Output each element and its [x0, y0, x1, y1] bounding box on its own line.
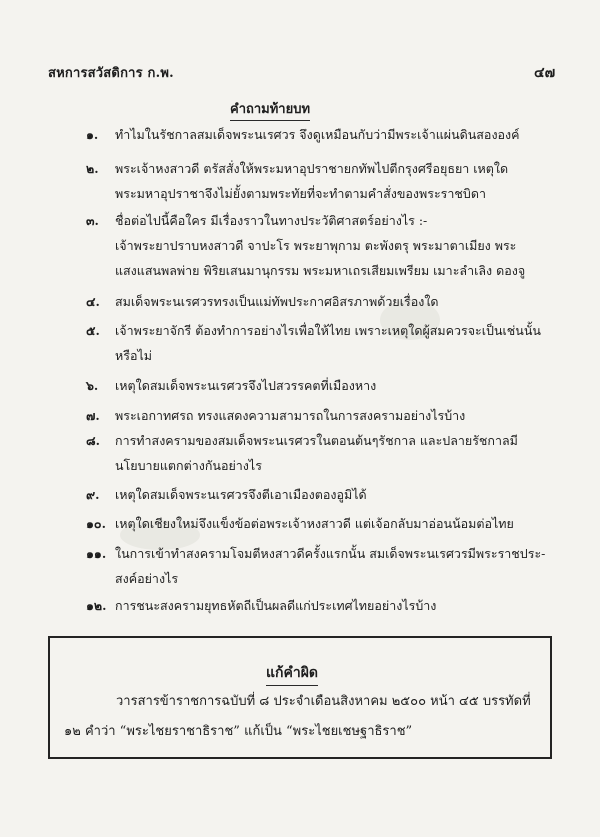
question-text: เจ้าพระยาจักรี ต้องทำการอย่างไรเพื่อให้ไทย เพราะเหตุใดผู้สมควรจะเป็นเช่นนั้น [115, 323, 541, 338]
question-text: เหตุใดเชียงใหม่จึงแข็งข้อต่อพระเจ้าหงสาวดี แต่เจ้อกลับมาอ่อนน้อมต่อไทย [115, 516, 514, 531]
question-text: พระเจ้าหงสาวดี ตรัสสั่งให้พระมหาอุปราชายกทัพไปตีกรุงศรีอยุธยา เหตุใด [115, 161, 509, 176]
question-text: สงค์อย่างไร [115, 571, 179, 586]
running-header-title: สหการสวัสดิการ ก.พ. [48, 66, 174, 81]
question-number: ๓. [86, 213, 99, 228]
question-text: นโยบายแตกต่างกันอย่างไร [115, 458, 262, 473]
question-text: ทำไมในรัชกาลสมเด็จพระนเรศวร จึงดูเหมือนกับว่ามีพระเจ้าแผ่นดินสององค์ [115, 127, 520, 142]
question-number: ๖. [86, 378, 99, 393]
errata-line-2: ๑๒ คำว่า “พระไชยราชาธิราช” แก้เป็น “พระไชยเชษฐาธิราช” [64, 724, 413, 739]
question-text: เจ้าพระยาปราบหงสาวดี จาปะโร พระยาพุกาม ตะพังตรุ พระมาตาเมียง พระ [115, 238, 517, 253]
errata-line-1: วารสารข้าราชการฉบับที่ ๘ ประจำเดือนสิงหาคม ๒๕๐๐ หน้า ๔๕ บรรทัดที่ [116, 694, 531, 709]
section-title: คำถามท้ายบท [230, 98, 310, 121]
question-number: ๕. [86, 323, 100, 338]
question-number: ๒. [86, 161, 99, 176]
question-text: ในการเข้าทำสงครามโจมตีหงสาวดีครั้งแรกนั้น สมเด็จพระนเรศวรมีพระราชประ- [115, 546, 546, 561]
question-text: พระเอกาทศรถ ทรงแสดงความสามารถในการสงครามอย่างไรบ้าง [115, 408, 466, 423]
question-text: เหตุใดสมเด็จพระนเรศวรจึงไปสวรรคตที่เมืองหาง [115, 378, 377, 393]
question-text: แสงแสนพลพ่าย พิริยเสนมานุกรรม พระมหาเถรเสียมเพรียม เมาะลำเลิง ดองจู [115, 263, 526, 278]
question-number: ๘. [86, 433, 100, 448]
page-number: ๔๗ [534, 65, 556, 81]
errata-box [48, 636, 552, 759]
question-text: การชนะสงครามยุทธหัตถีเป็นผลดีแก่ประเทศไทยอย่างไรบ้าง [115, 598, 437, 613]
question-number: ๑๐. [86, 516, 106, 531]
question-number: ๗. [86, 408, 100, 423]
question-number: ๑. [86, 127, 99, 142]
question-number: ๑๑. [86, 546, 107, 561]
question-text: หรือไม่ [115, 348, 152, 363]
errata-title: แก้คำผิด [266, 662, 318, 686]
question-text: เหตุใดสมเด็จพระนเรศวรจึงตีเอาเมืองตองอูมิได้ [115, 487, 367, 502]
question-text: ชื่อต่อไปนี้คือใคร มีเรื่องราวในทางประวัติศาสตร์อย่างไร :- [115, 213, 428, 228]
question-number: ๑๒. [86, 598, 107, 613]
question-text: การทำสงครามของสมเด็จพระนเรศวรในตอนต้นๆรัชกาล และปลายรัชกาลมี [115, 433, 518, 448]
question-number: ๙. [86, 487, 100, 502]
question-text: สมเด็จพระนเรศวรทรงเป็นแม่ทัพประกาศอิสรภาพด้วยเรื่องใด [115, 294, 439, 309]
question-number: ๔. [86, 294, 100, 309]
question-text: พระมหาอุปราชาจึงไม่ยั้งตามพระทัยที่จะทำตามคำสั่งของพระราชบิดา [115, 186, 486, 201]
